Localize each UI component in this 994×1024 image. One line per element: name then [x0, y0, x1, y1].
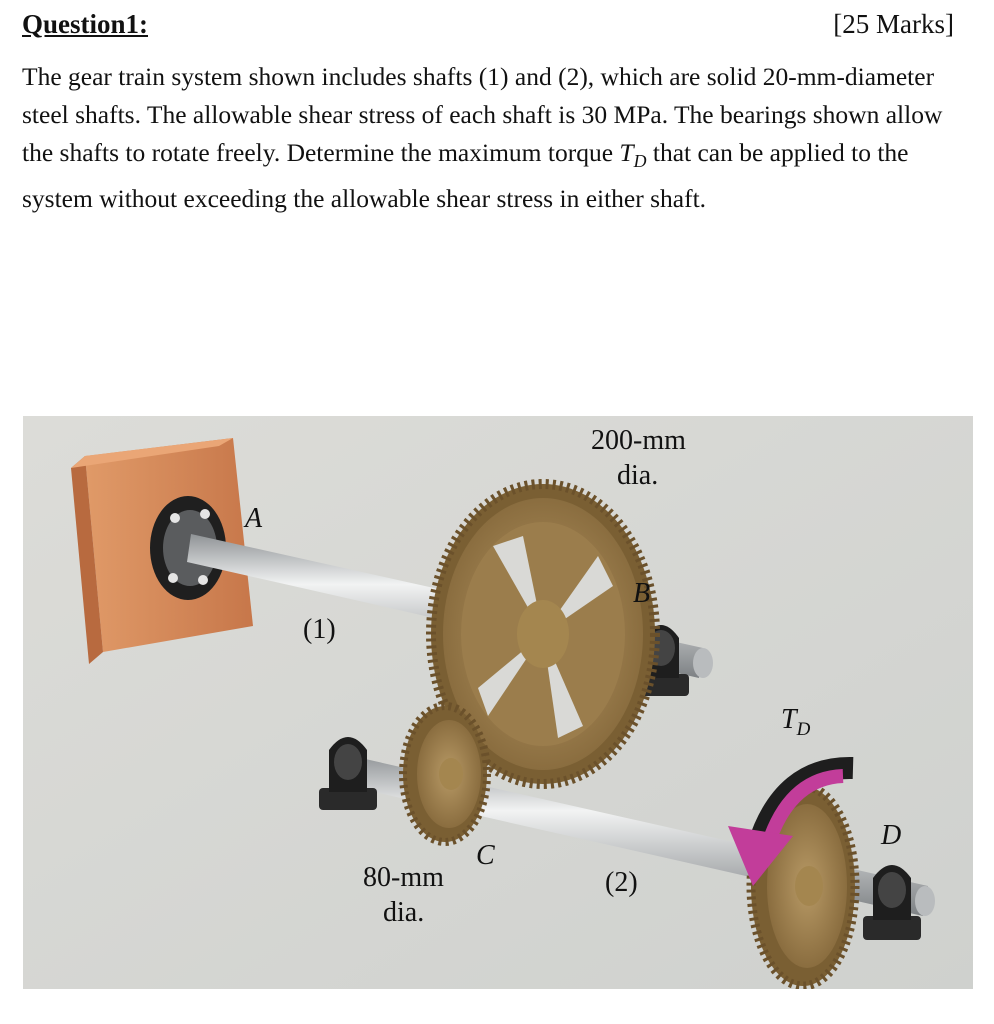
label-d: D	[881, 820, 902, 851]
label-a: A	[245, 503, 263, 534]
gear-c	[403, 706, 487, 842]
problem-text-part2: that can be applied to the system without exceeding the allowable shear stress in either shaft.	[22, 138, 909, 214]
label-gear-c-dia-line1: 80-mm	[363, 862, 444, 893]
label-shaft-2: (2)	[605, 867, 638, 898]
gear-train-figure	[23, 416, 973, 989]
problem-text-part1: The gear train system shown includes shafts (1) and (2), which are solid 20-mm-diameter steel shafts. The allowable shear stress of each shaft is 30 MPa. The bearings shown allow the shafts to rotate freely. Determine the maximum torque	[22, 62, 943, 167]
problem-statement	[22, 58, 977, 218]
question-header	[22, 4, 954, 44]
label-gear-c-dia-line2: dia.	[383, 897, 425, 928]
label-gear-b-dia-line2: dia.	[617, 460, 659, 491]
label-shaft-1: (1)	[303, 614, 336, 645]
label-torque-subscript: D	[796, 719, 811, 740]
label-b: B	[633, 578, 651, 609]
torque-symbol	[619, 138, 647, 172]
question-marks: [25 Marks]	[833, 8, 954, 39]
label-torque-letter: T	[781, 704, 797, 735]
shaft-1-end	[693, 648, 713, 678]
torque-symbol-letter: T	[619, 138, 634, 167]
torque-symbol-subscript: D	[633, 151, 647, 172]
shaft-2-end	[915, 886, 935, 916]
label-c: C	[476, 840, 495, 871]
question-title: Question1:	[22, 8, 149, 39]
label-gear-b-dia-line1: 200-mm	[591, 425, 686, 456]
gear-train-drawing	[23, 416, 973, 989]
